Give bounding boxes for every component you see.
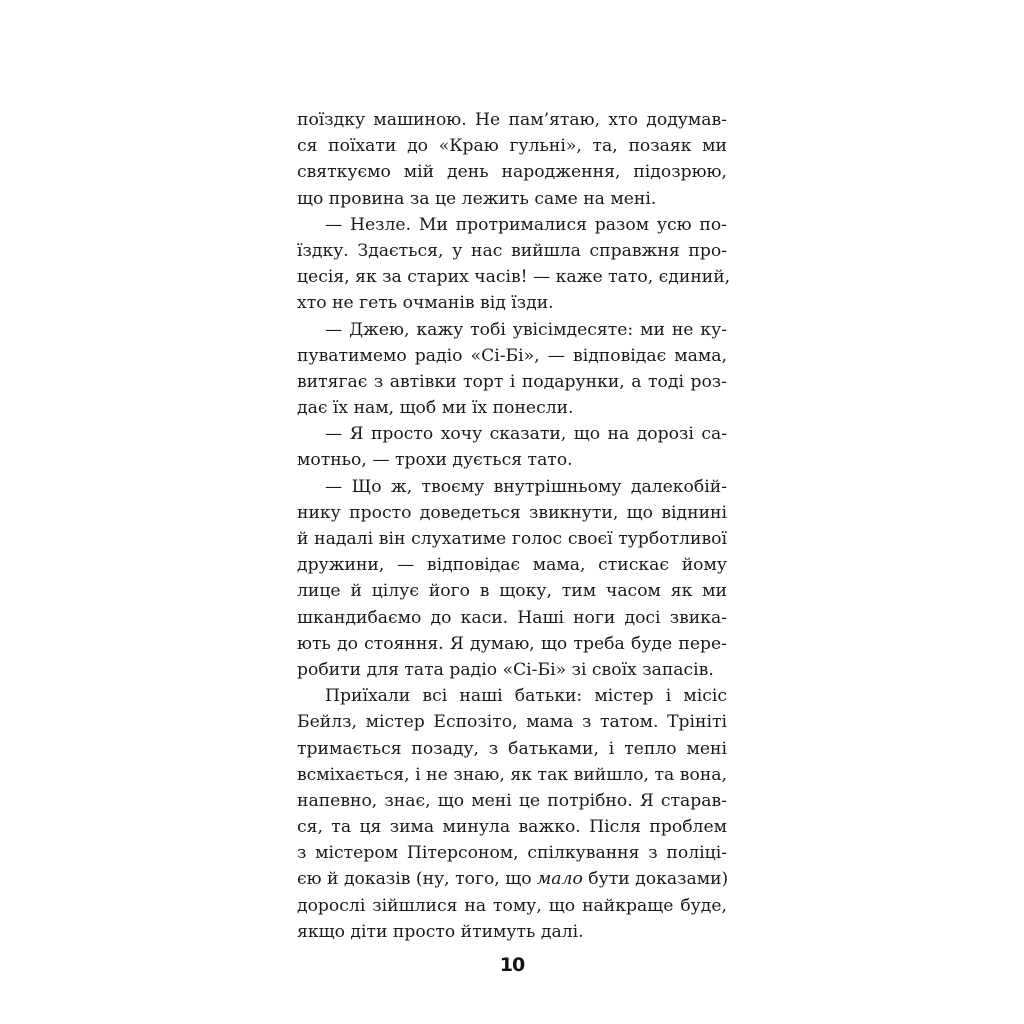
text-line: пуватимемо радіо «Сі-Бі», — відповідає мама,	[297, 345, 727, 366]
page-number: 10	[499, 954, 525, 976]
text-line: витягає з автівки торт і подарунки, а тоді роз-	[297, 371, 727, 392]
dialogue-line: — Джею, кажу тобі увісімдесяте: ми не ку-	[325, 319, 727, 340]
text-line: ся поїхати до «Краю гульні», та, позаяк ми	[297, 136, 727, 157]
text-line: дружини, — відповідає мама, стискає йому	[297, 555, 727, 576]
text-line: дорослі зійшлися на тому, що найкраще буде,	[297, 895, 727, 916]
text-line: їздку. Здається, у нас вийшла справжня про-	[297, 240, 727, 261]
paragraph-start-line: Приїхали всі наші батьки: містер і місіс	[325, 686, 727, 707]
text-line: цесія, як за старих часів! — каже тато, єдиний,	[297, 267, 731, 288]
text-line: святкуємо мій день народження, підозрюю,	[297, 162, 727, 183]
text-line: мотньо, — трохи дується тато.	[297, 450, 573, 471]
text-segment: бути доказами)	[582, 869, 729, 890]
text-line: тримається позаду, з батьками, і тепло мені	[297, 738, 727, 759]
dialogue-line: — Що ж, твоєму внутрішньому далекобій-	[325, 476, 727, 497]
text-line: всміхається, і не знаю, як так вийшло, та вона,	[297, 764, 727, 785]
text-line: якщо діти просто йтимуть далі.	[297, 921, 584, 942]
text-line: нику просто доведеться звикнути, що віднині	[297, 502, 727, 523]
text-line: напевно, знає, що мені це потрібно. Я старав-	[297, 790, 727, 811]
text-line-with-italic	[297, 866, 727, 892]
body-text	[297, 107, 731, 945]
dialogue-line: — Я просто хочу сказати, що на дорозі са-	[325, 424, 727, 445]
text-line: дає їх нам, щоб ми їх понесли.	[297, 398, 574, 419]
text-line: поїздку машиною. Не пам’ятаю, хто додумав-	[297, 110, 727, 130]
text-line: ють до стояння. Я думаю, що треба буде пере-	[297, 633, 727, 654]
text-line: що провина за це лежить саме на мені.	[297, 188, 657, 209]
text-line: Бейлз, містер Еспозіто, мама з татом. Трініті	[297, 712, 727, 733]
text-line: з містером Пітерсоном, спілкування з поліці-	[297, 843, 727, 864]
text-line: робити для тата радіо «Сі-Бі» зі своїх запасів.	[297, 659, 714, 680]
text-segment: єю й доказів (ну, того, що	[297, 869, 538, 890]
text-line: лице й цілує його в щоку, тим часом як ми	[297, 581, 727, 602]
italic-word: мало	[537, 869, 583, 890]
text-line: шкандибаємо до каси. Наші ноги досі звика-	[297, 607, 727, 628]
dialogue-line: — Незле. Ми протрималися разом усю по-	[325, 214, 727, 235]
text-line: ся, та ця зима минула важко. Після проблем	[297, 817, 727, 838]
text-line: й надалі він слухатиме голос своєї турботливої	[297, 529, 727, 549]
text-line: хто не геть очманів від їзди.	[297, 293, 554, 314]
